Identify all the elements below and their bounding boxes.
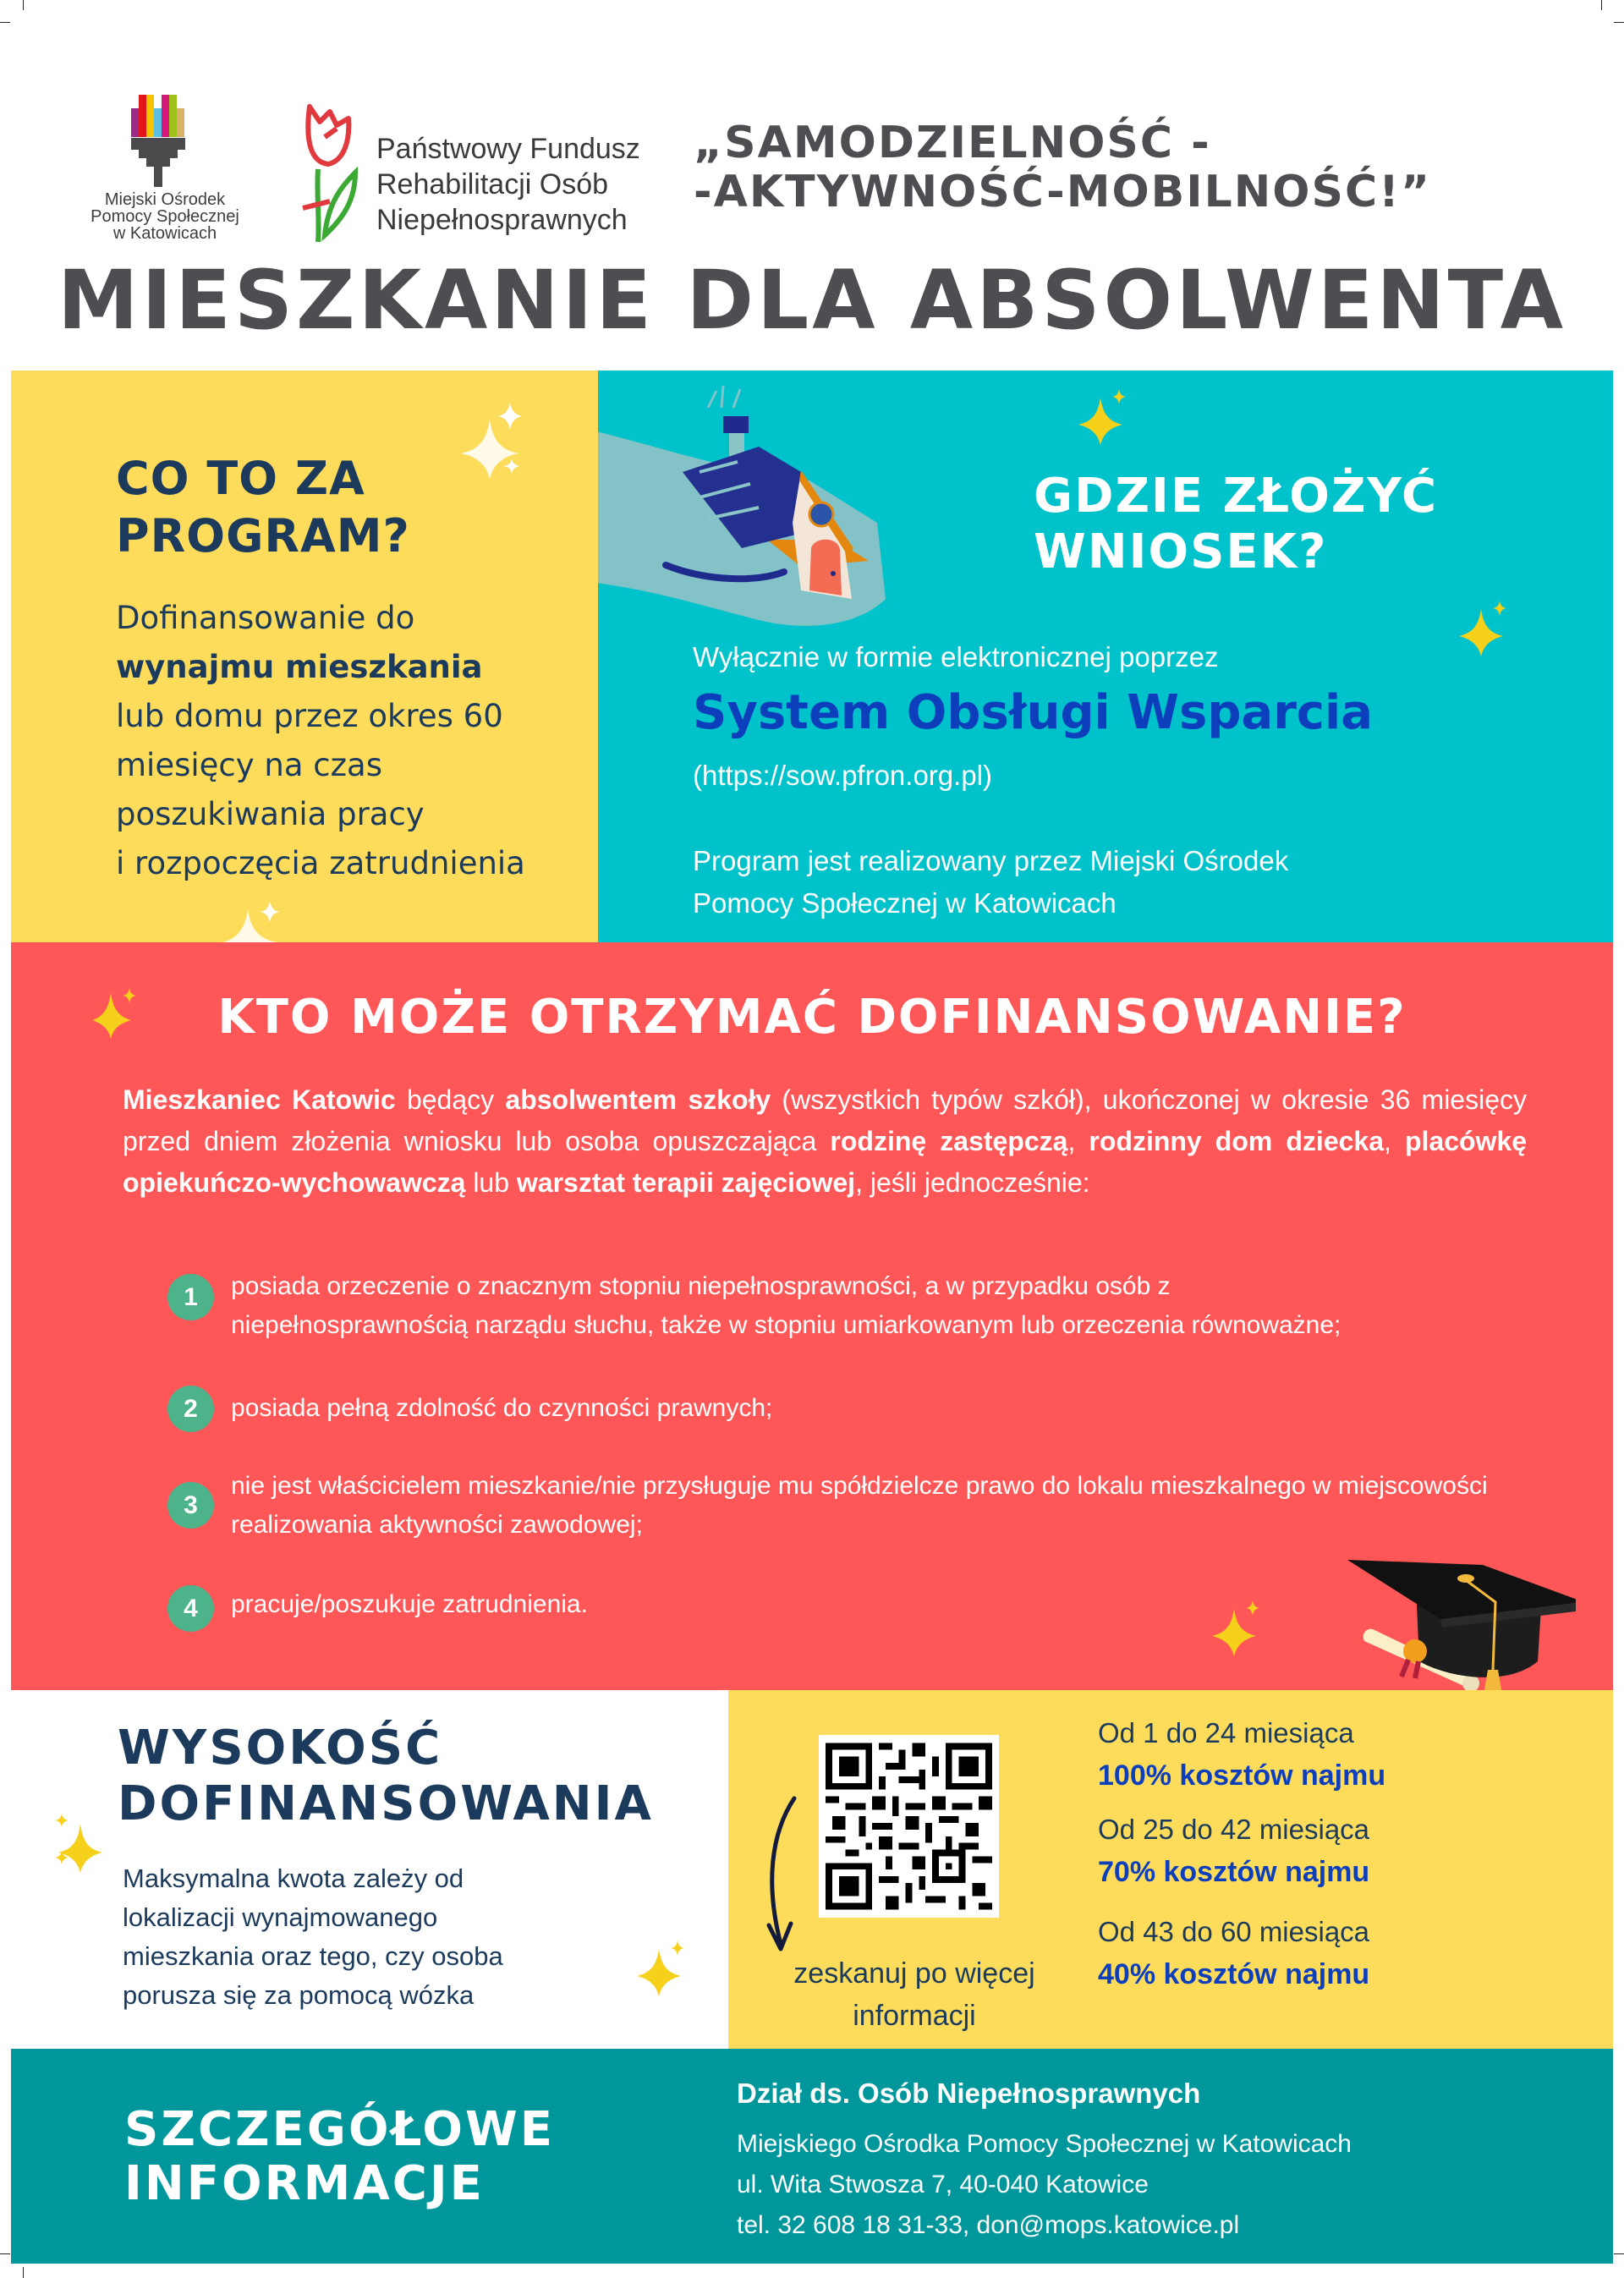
system-name-link[interactable]: System Obsługi Wsparcia [693,685,1373,740]
section-contact-info [11,2049,1613,2264]
section-eligibility [11,942,1613,1690]
sparkle-icon [1459,601,1510,656]
tier-range: Od 43 do 60 miesiąca [1098,1916,1370,1947]
tier-range: Od 25 do 42 miesiąca [1098,1814,1370,1845]
curved-arrow-down-icon [760,1792,803,1961]
tier-range: Od 1 do 24 miesiąca [1098,1717,1354,1748]
organization-name: Miejskiego Ośrodka Pomocy Społecznej w Katowicach [737,2130,1352,2158]
sparkle-icon [1078,389,1129,445]
program-heading: CO TO ZA PROGRAM? [116,452,410,563]
page-title: MIESZKANIE DLA ABSOLWENTA [58,253,1566,348]
crop-mark [23,0,24,10]
qr-caption: zeskanuj po więcej informacji [793,1957,1035,2032]
pfron-logo-text: Państwowy Fundusz Rehabilitacji Osób Niepełnosprawnych [376,133,640,236]
graduation-cap-diploma-icon [1347,1534,1576,1690]
tier-percent: 100% kosztów najmu [1098,1759,1386,1792]
criterion-text: pracuje/poszukuje zatrudnienia. [231,1590,588,1618]
criterion-item [167,1467,1538,1545]
crop-mark [23,2267,24,2278]
section-funding-amount [11,1690,728,2049]
where-heading: GDZIE ZŁOŻYĆ WNIOSEK? [1034,469,1439,579]
criterion-item [167,1267,1538,1345]
crop-mark [1614,2253,1624,2254]
crop-mark [1614,22,1624,23]
system-url-link[interactable]: (https://sow.pfron.org.pl) [693,760,992,791]
contact-heading: SZCZEGÓŁOWE INFORMACJE [124,2102,556,2211]
funding-tier [1098,1911,1369,1995]
program-description: Dofinansowanie do wynajmu mieszkania lub domu przez okres 60 miesięcy na czas poszukiwania pracy i rozpoczęcia zatrudnienia [116,600,525,881]
funding-tier [1098,1712,1385,1797]
program-organizer: Program jest realizowany przez Miejski Ośrodek Pomocy Społecznej w Katowicach [693,845,1289,919]
mops-logo-text: Miejski Ośrodek Pomocy Społecznej w Katowicach [91,190,239,243]
qr-code-icon [826,1742,992,1911]
criterion-item [167,1389,1538,1432]
crop-mark [0,22,10,23]
hand-holding-house-icon [598,379,996,633]
sparkle-icon [1212,1600,1263,1656]
funding-tier [1098,1809,1369,1893]
section-where-to-apply [598,371,1613,942]
mops-logo-bars-icon [131,95,233,137]
phone-email[interactable]: tel. 32 608 18 31-33, don@mops.katowice.pl [737,2211,1240,2239]
criterion-text: posiada orzeczenie o znacznym stopniu niepełnosprawności, a w przypadku osób z niepełnosprawnością narządu słuchu, także w stopniu umiarkowanym lub orzeczenia równoważne; [231,1272,1341,1339]
funding-heading: WYSOKOŚĆ DOFINANSOWANIA [118,1721,654,1831]
qr-code[interactable] [819,1735,999,1918]
criterion-number-badge: 3 [167,1482,214,1529]
criterion-text: posiada pełną zdolność do czynności prawnych; [231,1394,773,1422]
pfron-tulip-logo-icon [294,100,379,244]
criterion-item [167,1585,1538,1632]
crop-mark [0,2253,10,2254]
tier-percent: 70% kosztów najmu [1098,1856,1370,1888]
criterion-number-badge: 1 [167,1274,214,1320]
sparkle-icon [637,1940,688,1996]
section-program-info [11,371,598,942]
eligibility-heading: KTO MOŻE OTRZYMAĆ DOFINANSOWANIE? [217,990,1407,1045]
criterion-number-badge: 4 [167,1585,214,1632]
criterion-text: nie jest właścicielem mieszkanie/nie przysługuje mu spółdzielcze prawo do lokalu mieszkalnego w miejscowości realizowania aktywności zawodowej; [231,1472,1488,1539]
sparkle-icon [459,403,527,479]
criterion-number-badge: 2 [167,1386,214,1432]
eligibility-intro: Mieszkaniec Katowic będący absolwentem szkoły (wszystkich typów szkół), ukończonej w okresie 36 miesięcy przed dniem złożenia wniosku lub osoba opuszczająca rodzinę zastępczą, rodzinny dom dziecka, placówkę opiekuńczo-wychowawczą lub warsztat terapii zajęciowej, jeśli jednocześnie: [123,1084,1528,1198]
mops-logo [80,91,250,252]
funding-description: Maksymalna kwota zależy od lokalizacji wynajmowanego mieszkania oraz tego, czy osoba porusza się za pomocą wózka [123,1864,503,2010]
address: ul. Wita Stwosza 7, 40-040 Katowice [737,2171,1149,2198]
mops-logo-stairs-icon [131,138,185,187]
department-name: Dział ds. Osób Niepełnosprawnych [737,2078,1201,2109]
tier-percent: 40% kosztów najmu [1098,1958,1370,1990]
crop-mark [1601,0,1602,10]
sparkle-icon [55,1814,106,1873]
section-funding-tiers [728,1690,1613,2049]
where-instruction: Wyłącznie w formie elektronicznej poprzez [693,641,1219,672]
program-slogan: „SAMODZIELNOŚĆ - -AKTYWNOŚĆ-MOBILNOŚĆ!” [694,118,1432,217]
